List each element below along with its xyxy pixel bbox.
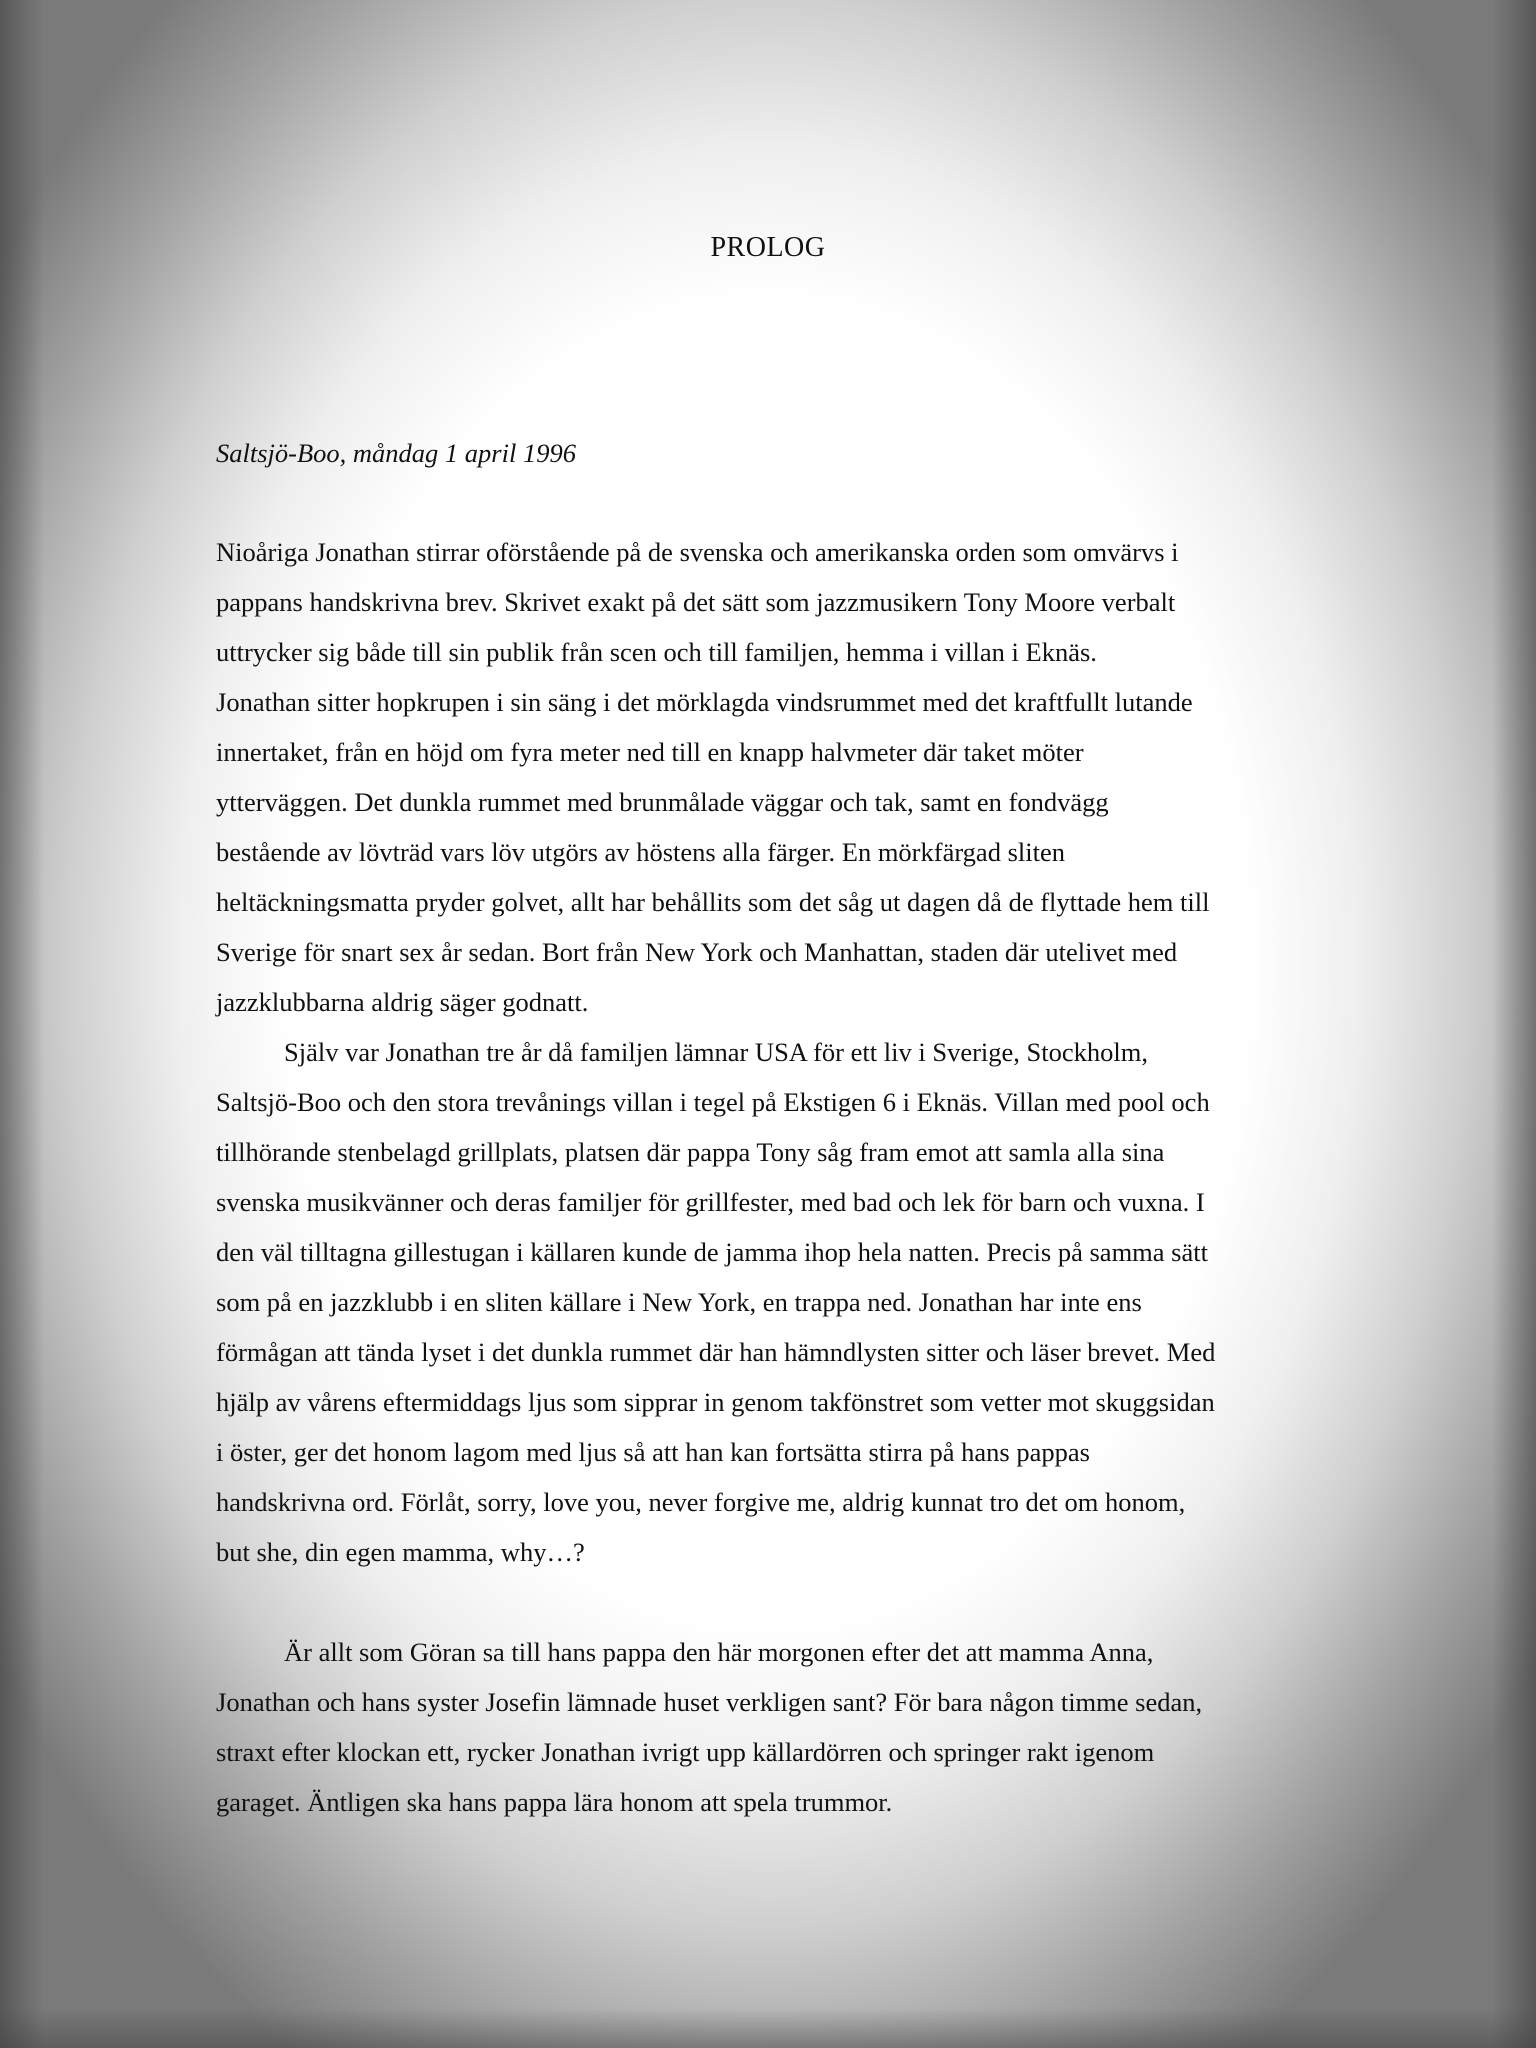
text-line: straxt efter klockan ett, rycker Jonathan ivrigt upp källardörren och springer rakt igenom [216,1737,1155,1767]
text-line: Är allt som Göran sa till hans pappa den här morgonen efter det att mamma Anna, [284,1637,1154,1667]
text-line: förmågan att tända lyset i det dunkla rummet där han hämndlysten sitter och läser brevet. Med [216,1337,1216,1367]
text-line: ytterväggen. Det dunkla rummet med brunmålade väggar och tak, samt en fondvägg [216,787,1109,817]
text-line: Själv var Jonathan tre år då familjen lämnar USA för ett liv i Sverige, Stockholm, [284,1037,1148,1067]
text-line: som på en jazzklubb i en sliten källare i New York, en trappa ned. Jonathan har inte ens [216,1287,1142,1317]
text-line: handskrivna ord. Förlåt, sorry, love you, never forgive me, aldrig kunnat tro det om honom, [216,1487,1186,1517]
text-line: Jonathan sitter hopkrupen i sin säng i det mörklagda vindsrummet med det kraftfullt lutande [216,687,1193,717]
text-line: i öster, ger det honom lagom med ljus så att han kan fortsätta stirra på hans pappas [216,1437,1090,1467]
paragraph-3 [216,1627,1326,1827]
text-line: bestående av lövträd vars löv utgörs av höstens alla färger. En mörkfärgad sliten [216,837,1065,867]
text-line: den väl tilltagna gillestugan i källaren kunde de jamma ihop hela natten. Precis på samma sätt [216,1237,1208,1267]
dateline: Saltsjö-Boo, måndag 1 april 1996 [216,438,576,468]
text-line: Jonathan och hans syster Josefin lämnade huset verkligen sant? För bara någon timme sedan, [216,1687,1203,1717]
page-shadow-left [0,0,44,2048]
page-shadow-right [1492,0,1536,2048]
body-text [216,527,1326,1827]
text-line: uttrycker sig både till sin publik från scen och till familjen, hemma i villan i Eknäs. [216,637,1097,667]
text-line: tillhörande stenbelagd grillplats, platsen där pappa Tony såg fram emot att samla alla sina [216,1137,1165,1167]
page-shadow-bottom [0,2008,1536,2048]
text-line: innertaket, från en höjd om fyra meter ned till en knapp halvmeter där taket möter [216,737,1084,767]
text-line: pappans handskrivna brev. Skrivet exakt på det sätt som jazzmusikern Tony Moore verbalt [216,587,1176,617]
paragraph-gap [216,1577,1326,1627]
paragraph-1 [216,527,1326,1027]
text-line: Saltsjö-Boo och den stora trevånings villan i tegel på Ekstigen 6 i Eknäs. Villan med pool och [216,1087,1210,1117]
chapter-title: PROLOG [710,232,826,263]
text-line: Sverige för snart sex år sedan. Bort från New York och Manhattan, staden där utelivet med [216,937,1178,967]
text-line: garaget. Äntligen ska hans pappa lära honom att spela trummor. [216,1787,893,1817]
text-line: jazzklubbarna aldrig säger godnatt. [216,987,589,1017]
text-line: Nioåriga Jonathan stirrar oförstående på de svenska och amerikanska orden som omvärvs i [216,537,1179,567]
text-line: hjälp av vårens eftermiddags ljus som sipprar in genom takfönstret som vetter mot skuggsidan [216,1387,1215,1417]
text-line: but she, din egen mamma, why…? [216,1537,585,1567]
text-line: heltäckningsmatta pryder golvet, allt har behållits som det såg ut dagen då de flyttade hem till [216,887,1210,917]
text-line: svenska musikvänner och deras familjer för grillfester, med bad och lek för barn och vuxna. I [216,1187,1205,1217]
paragraph-2 [216,1027,1326,1577]
